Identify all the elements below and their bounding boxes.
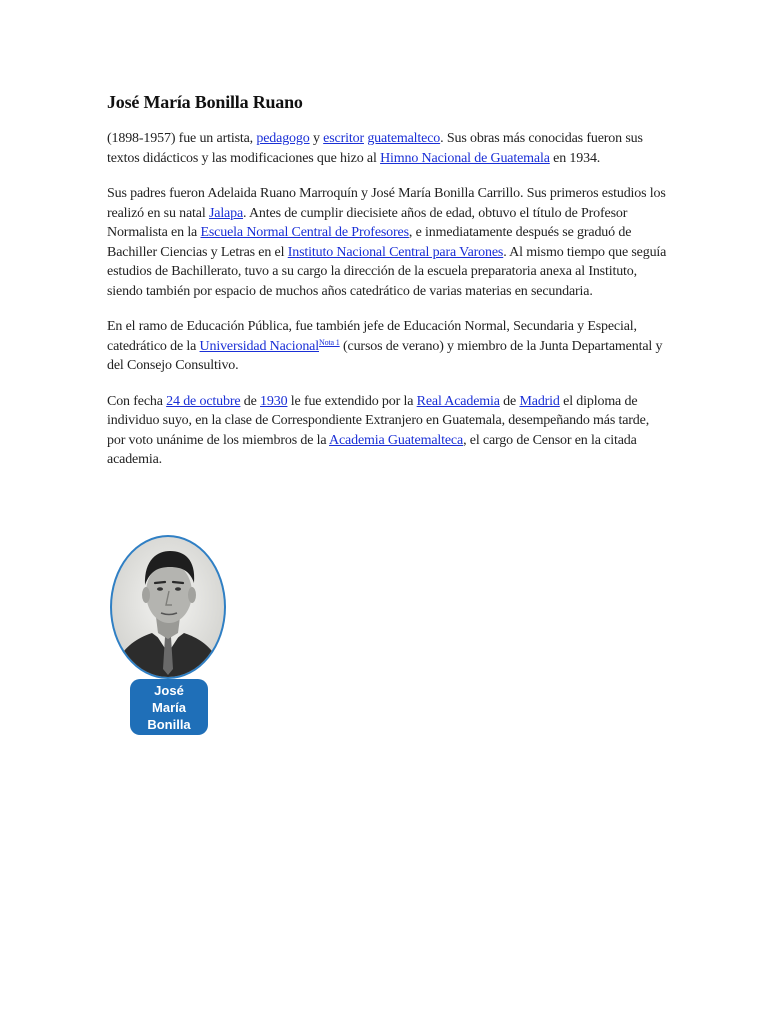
link-madrid[interactable]: Madrid bbox=[519, 393, 560, 409]
text-segment: , e inmediatamente después se graduó de Bachiller Ciencias y Letras en el bbox=[107, 225, 632, 260]
paragraph-education bbox=[107, 317, 667, 376]
text-segment: le fue extendido por la bbox=[287, 393, 417, 409]
text-segment: en 1934. bbox=[549, 150, 601, 166]
document-body bbox=[107, 92, 667, 486]
link-instituto-nacional[interactable]: Instituto Nacional Central para Varones bbox=[287, 244, 504, 260]
caption-line-1: José bbox=[154, 683, 184, 698]
text-segment: Con fecha bbox=[107, 393, 167, 409]
link-24-octubre[interactable]: 24 de octubre bbox=[166, 393, 241, 409]
link-1930[interactable]: 1930 bbox=[260, 393, 288, 409]
link-academia-guatemalteca[interactable]: Academia Guatemalteca bbox=[329, 432, 464, 448]
text-segment: de bbox=[240, 393, 261, 409]
link-himno-nacional[interactable]: Himno Nacional de Guatemala bbox=[380, 150, 550, 166]
text-segment: . Antes de cumplir diecisiete años de edad, obtuvo el título de Profesor Normalista en la bbox=[107, 205, 628, 240]
link-jalapa[interactable]: Jalapa bbox=[208, 205, 244, 221]
text-segment: y bbox=[309, 131, 324, 146]
text-segment: . Sus obras más conocidas fueron sus textos didácticos y las modificaciones que hizo al bbox=[107, 131, 643, 166]
paragraph-intro bbox=[107, 129, 667, 168]
link-pedagogo[interactable]: pedagogo bbox=[256, 131, 310, 146]
text-segment: , el cargo de Censor en la citada academia. bbox=[107, 432, 637, 467]
text-segment: Sus padres fueron Adelaida Ruano Marroquín y José María Bonilla Carrillo. Sus primeros estudios los realizó en su natal bbox=[107, 186, 666, 221]
link-escuela-normal[interactable]: Escuela Normal Central de Profesores bbox=[200, 225, 409, 240]
paragraph-biography bbox=[107, 184, 667, 301]
portrait-image bbox=[108, 533, 228, 737]
text-segment: el diploma de individuo suyo, en la clase de Correspondiente Extranjero en Guatemala, desempeñando más tarde, por voto unánime de los miembros de la bbox=[107, 393, 650, 448]
caption-line-3: Bonilla bbox=[147, 717, 191, 732]
paragraph-academy bbox=[107, 392, 667, 470]
text-segment: de bbox=[499, 393, 520, 409]
footnote-link[interactable]: Nota 1 bbox=[319, 337, 340, 347]
text-segment: En el ramo de Educación Pública, fue también jefe de Educación Normal, Secundaria y Especial, catedrático de la bbox=[107, 319, 637, 354]
link-real-academia[interactable]: Real Academia bbox=[416, 393, 500, 409]
link-escritor[interactable]: escritor bbox=[323, 131, 364, 146]
text-segment: (cursos de verano) y miembro de la Junta Departamental y del Consejo Consultivo. bbox=[107, 338, 663, 373]
link-universidad-nacional[interactable]: Universidad Nacional bbox=[199, 338, 319, 354]
link-guatemalteco[interactable]: guatemalteco bbox=[367, 131, 441, 146]
text-segment: . Al mismo tiempo que seguía estudios de Bachillerato, tuvo a su cargo la dirección de la escuela preparatoria anexa al Instituto, siendo también por espacio de muchos años catedrático de varias materias en secundaria. bbox=[107, 244, 667, 299]
text-segment: (1898-1957) fue un artista, bbox=[107, 131, 257, 146]
page-title: José María Bonilla Ruano bbox=[107, 92, 303, 112]
caption-line-2: María bbox=[152, 700, 186, 715]
